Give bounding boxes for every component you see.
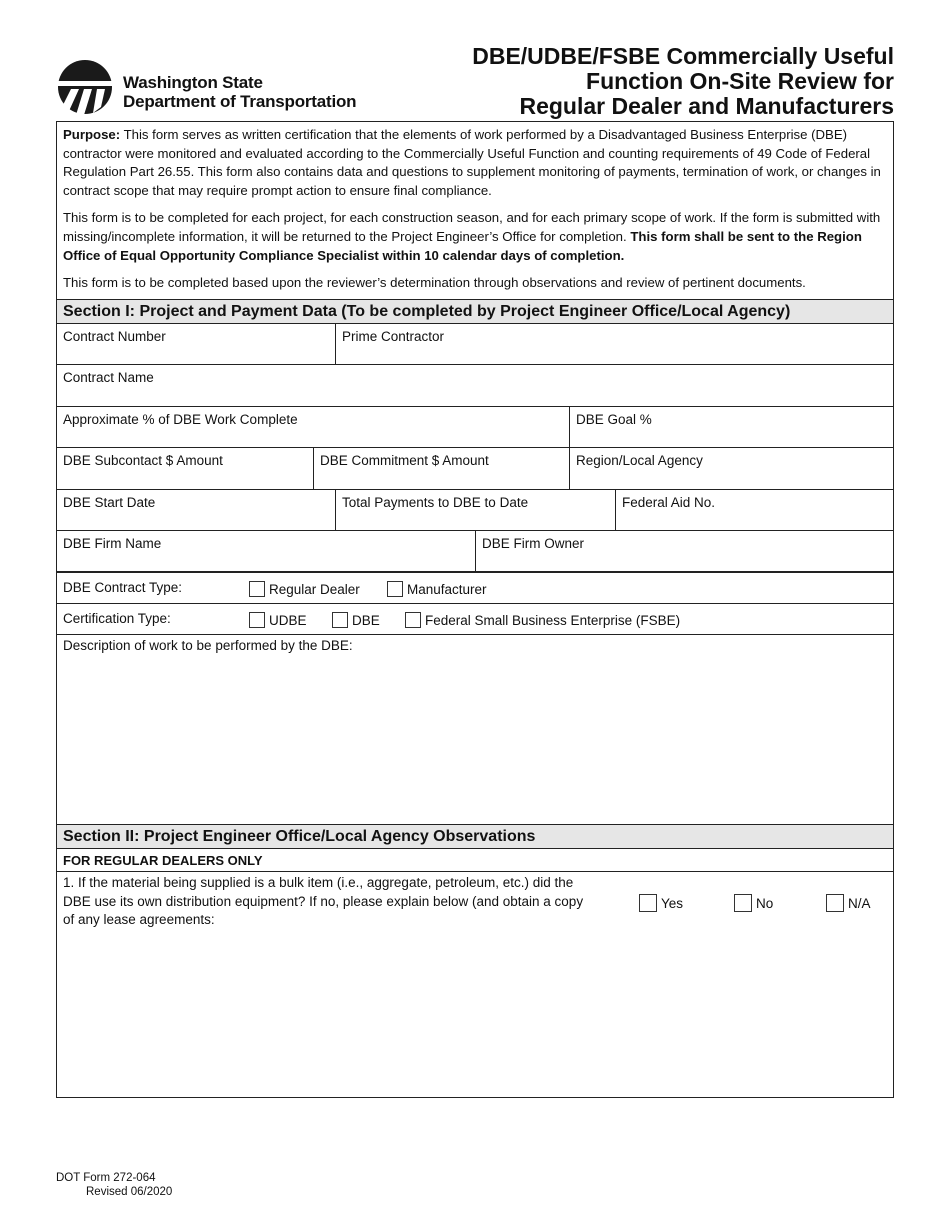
- row-cert-type: [57, 604, 893, 635]
- prime-contractor-field[interactable]: [335, 324, 893, 364]
- contract-name-field[interactable]: [57, 365, 893, 406]
- checkbox[interactable]: [734, 894, 752, 912]
- option-label: UDBE: [269, 612, 307, 628]
- row-dates: [57, 490, 893, 531]
- contract-type-label: DBE Contract Type:: [63, 580, 183, 595]
- federal-aid-label: Federal Aid No.: [622, 495, 716, 510]
- title-line-2: Function On-Site Review for: [586, 68, 894, 94]
- option-label: DBE: [352, 612, 380, 628]
- cert-type-label: Certification Type:: [63, 611, 171, 626]
- region-field[interactable]: [569, 448, 893, 489]
- checkbox[interactable]: [826, 894, 844, 912]
- answer-label: No: [756, 895, 774, 911]
- form-body: [56, 121, 894, 1098]
- row-contract-type: [57, 573, 893, 604]
- subcontract-amount-field[interactable]: [57, 448, 313, 489]
- agency-line-2: Department of Transportation: [123, 92, 357, 111]
- cert-type-fsbe[interactable]: [405, 612, 680, 628]
- dbe-goal-field[interactable]: [569, 407, 893, 447]
- answer-na[interactable]: [826, 894, 871, 912]
- firm-owner-label: DBE Firm Owner: [482, 536, 585, 551]
- checkbox[interactable]: [249, 581, 265, 597]
- answer-label: Yes: [661, 895, 684, 911]
- purpose-text: This form serves as written certification that the elements of work performed by a Disadvantaged Business Enterprise (DBE) contractor were monitored and evaluated according to the Commercially Useful Function and counting requirements of 49 Code of Federal Regulation Part 26.55. This form also contains data and questions to supplement monitoring of payments, termination of work, or changes in contract scope that may require prompt action to ensure final compliance.: [63, 127, 881, 198]
- firm-name-label: DBE Firm Name: [63, 536, 162, 551]
- question-1-line-3: of any lease agreements:: [63, 912, 215, 928]
- row-firm: [57, 531, 893, 573]
- question-1-line-2: DBE use its own distribution equipment? If no, please explain below (and obtain a copy: [63, 893, 584, 909]
- cert-type-dbe[interactable]: [332, 612, 380, 628]
- answer-yes[interactable]: [639, 894, 683, 912]
- purpose-label: Purpose:: [63, 127, 121, 142]
- dbe-goal-label: DBE Goal %: [576, 412, 652, 427]
- checkbox[interactable]: [332, 612, 348, 628]
- title-line-3: Regular Dealer and Manufacturers: [519, 93, 894, 119]
- checkbox[interactable]: [639, 894, 657, 912]
- answer-label: N/A: [848, 895, 871, 911]
- firm-name-field[interactable]: [57, 531, 475, 571]
- question-1-line-1: 1. If the material being supplied is a bulk item (i.e., aggregate, petroleum, etc.) did the: [63, 875, 574, 890]
- instructions-text: This form is to be completed for each project, for each construction season, and for each primary scope of work. If the form is submitted with missing/incomplete information, it will be returned to the Project Engineer’s Office for completion.: [63, 210, 881, 244]
- option-label: Manufacturer: [407, 581, 487, 597]
- instructions-paragraph: [63, 209, 887, 265]
- contract-number-field[interactable]: [57, 324, 335, 364]
- instructions-bold: This form shall be sent to the Region Office of Equal Opportunity Compliance Specialist within 10 calendar days of completion.: [63, 228, 862, 263]
- prime-contractor-label: Prime Contractor: [342, 329, 445, 344]
- total-payments-label: Total Payments to DBE to Date: [342, 495, 529, 510]
- wsdot-emblem-icon: [57, 59, 113, 115]
- checkbox[interactable]: [249, 612, 265, 628]
- form-title: [394, 44, 894, 119]
- subcontract-amount-label: DBE Subcontact $ Amount: [63, 453, 223, 468]
- row-contract: [57, 324, 893, 365]
- total-payments-field[interactable]: [335, 490, 615, 530]
- description-label: Description of work to be performed by the DBE:: [63, 638, 353, 653]
- option-label: Federal Small Business Enterprise (FSBE): [425, 612, 681, 628]
- question-1-explanation-area[interactable]: [57, 932, 893, 1097]
- checkbox[interactable]: [405, 612, 421, 628]
- title-line-1: DBE/UDBE/FSBE Commercially Useful: [472, 43, 894, 69]
- purpose-paragraph: [63, 126, 887, 200]
- wsdot-logo: [57, 59, 387, 115]
- cert-type-udbe[interactable]: [249, 612, 307, 628]
- option-label: Regular Dealer: [269, 581, 360, 597]
- contract-name-label: Contract Name: [63, 370, 154, 385]
- commitment-amount-label: DBE Commitment $ Amount: [320, 453, 489, 468]
- section-2-title: Section II: Project Engineer Office/Local Agency Observations: [57, 824, 893, 849]
- row-contract-name: [57, 365, 893, 407]
- federal-aid-field[interactable]: [615, 490, 893, 530]
- row-percent: [57, 407, 893, 448]
- start-date-label: DBE Start Date: [63, 495, 156, 510]
- intro-text: [63, 126, 887, 302]
- approx-pct-label: Approximate % of DBE Work Complete: [63, 412, 298, 427]
- section-1-title: Section I: Project and Payment Data (To be completed by Project Engineer Office/Local Agency): [57, 299, 893, 324]
- region-label: Region/Local Agency: [576, 453, 703, 468]
- determination-paragraph: This form is to be completed based upon the reviewer’s determination through observations and review of pertinent documents.: [63, 275, 806, 291]
- regular-dealers-subheading: FOR REGULAR DEALERS ONLY: [57, 849, 893, 872]
- answer-no[interactable]: [734, 894, 773, 912]
- agency-name: [123, 73, 356, 111]
- start-date-field[interactable]: [57, 490, 335, 530]
- row-amounts: [57, 448, 893, 490]
- approx-pct-field[interactable]: [57, 407, 569, 447]
- question-1: [63, 874, 623, 930]
- commitment-amount-field[interactable]: [313, 448, 569, 489]
- checkbox[interactable]: [387, 581, 403, 597]
- firm-owner-field[interactable]: [475, 531, 893, 571]
- form-number: DOT Form 272-064: [56, 1172, 156, 1184]
- footer: [56, 1172, 172, 1199]
- revised-date: Revised 06/2020: [86, 1185, 173, 1198]
- contract-type-regular-dealer[interactable]: [249, 581, 360, 597]
- contract-type-manufacturer[interactable]: [387, 581, 487, 597]
- description-field[interactable]: [57, 635, 893, 824]
- contract-number-label: Contract Number: [63, 329, 166, 344]
- agency-line-1: Washington State: [123, 73, 263, 92]
